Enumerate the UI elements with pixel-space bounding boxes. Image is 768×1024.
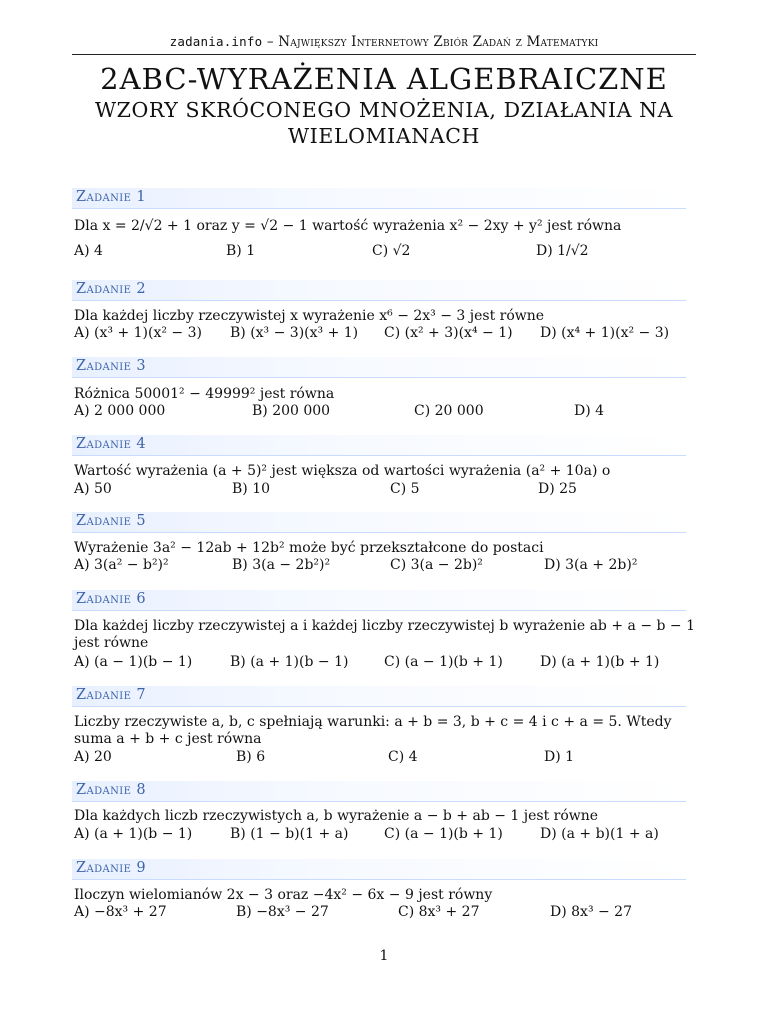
answer-d: D) (x⁴ + 1)(x² − 3) [540, 325, 670, 341]
answer-d: D) 4 [574, 403, 605, 419]
site-name[interactable]: zadania.info [169, 34, 263, 49]
task-label: Zadanie 6 [76, 591, 146, 607]
task-8-answers [74, 826, 700, 844]
task-header-bar [72, 590, 686, 611]
task-label: Zadanie 1 [76, 189, 146, 205]
answer-a: A) 3(a² − b²)² [74, 557, 169, 573]
task-label: Zadanie 8 [76, 782, 146, 798]
task-8-header [72, 781, 686, 801]
task-label: Zadanie 2 [76, 281, 146, 297]
answer-a: A) 50 [74, 481, 112, 497]
answer-a: A) 4 [74, 243, 103, 259]
answer-a: A) 20 [74, 749, 112, 765]
task-6-answers [74, 654, 700, 672]
task-header-bar [72, 435, 686, 456]
task-2-question: Dla każdej liczby rzeczywistej x wyrażenie x⁶ − 2x³ − 3 jest równe [74, 308, 545, 324]
site-header [72, 34, 696, 50]
answer-c: C) 8x³ + 27 [398, 904, 480, 920]
answer-c: C) (a − 1)(b + 1) [384, 654, 503, 670]
task-header-bar [72, 280, 686, 301]
task-6-question: Dla każdej liczby rzeczywistej a i każdej liczby rzeczywistej b wyrażenie ab + a − b − 1 jest równe [74, 618, 696, 651]
task-5-header [72, 512, 686, 532]
answer-b: B) 10 [232, 481, 271, 497]
answer-c: C) 5 [390, 481, 420, 497]
task-label: Zadanie 7 [76, 687, 146, 703]
task-3-answers [74, 403, 700, 421]
answer-c: C) (a − 1)(b + 1) [384, 826, 503, 842]
task-header-bar [72, 781, 686, 802]
answer-b: B) 6 [236, 749, 266, 765]
answer-b: B) 1 [226, 243, 256, 259]
answer-d: D) (a + 1)(b + 1) [540, 654, 660, 670]
answer-c: C) (x² + 3)(x⁴ − 1) [384, 325, 513, 341]
answer-d: D) (a + b)(1 + a) [540, 826, 659, 842]
task-6-header [72, 590, 686, 610]
task-1-header [72, 188, 686, 208]
answer-a: A) −8x³ + 27 [74, 904, 167, 920]
task-label: Zadanie 5 [76, 513, 146, 529]
task-1-answers [74, 243, 700, 261]
answer-a: A) (x³ + 1)(x² − 3) [74, 325, 202, 341]
answer-d: D) 3(a + 2b)² [544, 557, 638, 573]
task-4-question: Wartość wyrażenia (a + 5)² jest większa od wartości wyrażenia (a² + 10a) o [74, 463, 611, 479]
task-7-question: Liczby rzeczywiste a, b, c spełniają warunki: a + b = 3, b + c = 4 i c + a = 5. Wtedy suma a + b + c jest równa [74, 714, 672, 747]
task-header-bar [72, 859, 686, 880]
header-rule [72, 54, 696, 55]
task-4-answers [74, 481, 700, 499]
task-header-bar [72, 686, 686, 707]
task-1-question: Dla x = 2/√2 + 1 oraz y = √2 − 1 wartość wyrażenia x² − 2xy + y² jest równa [74, 218, 622, 234]
task-label: Zadanie 3 [76, 358, 146, 374]
answer-c: C) √2 [372, 243, 411, 259]
task-9-answers [74, 904, 700, 922]
task-5-answers [74, 557, 700, 575]
answer-a: A) 2 000 000 [74, 403, 166, 419]
task-2-answers [74, 325, 700, 343]
answer-b: B) 3(a − 2b²)² [232, 557, 331, 573]
task-3-header [72, 357, 686, 377]
task-label: Zadanie 9 [76, 860, 146, 876]
answer-b: B) 200 000 [252, 403, 331, 419]
task-header-bar [72, 357, 686, 378]
task-8-question: Dla każdych liczb rzeczywistych a, b wyrażenie a − b + ab − 1 jest równe [74, 808, 599, 824]
task-7-header [72, 686, 686, 706]
answer-d: D) 8x³ − 27 [550, 904, 632, 920]
task-9-header [72, 859, 686, 879]
answer-d: D) 1 [544, 749, 575, 765]
answer-c: C) 3(a − 2b)² [390, 557, 483, 573]
answer-c: C) 20 000 [414, 403, 484, 419]
answer-a: A) (a + 1)(b − 1) [74, 826, 193, 842]
task-label: Zadanie 4 [76, 436, 146, 452]
task-7-answers [74, 749, 700, 767]
task-9-question: Iloczyn wielomianów 2x − 3 oraz −4x² − 6x − 9 jest równy [74, 887, 493, 903]
answer-a: A) (a − 1)(b − 1) [74, 654, 193, 670]
answer-b: B) (a + 1)(b − 1) [230, 654, 349, 670]
task-5-question: Wyrażenie 3a² − 12ab + 12b² może być przekształcone do postaci [74, 540, 544, 556]
answer-d: D) 1/√2 [536, 243, 589, 259]
task-header-bar [72, 188, 686, 209]
site-tagline: – Największy Internetowy Zbiór Zadań z Matematyki [266, 34, 599, 50]
page-number: 1 [379, 948, 389, 964]
document-title: 2ABC-WYRAŻENIA ALGEBRAICZNE [100, 62, 668, 96]
task-3-question: Różnica 50001² − 49999² jest równa [74, 386, 335, 402]
document-subtitle: WZORY SKRÓCONEGO MNOŻENIA, DZIAŁANIA NA WIELOMIANACH [94, 98, 674, 148]
task-4-header [72, 435, 686, 455]
task-2-header [72, 280, 686, 300]
answer-d: D) 25 [538, 481, 577, 497]
answer-c: C) 4 [388, 749, 418, 765]
task-header-bar [72, 512, 686, 533]
answer-b: B) (x³ − 3)(x³ + 1) [230, 325, 359, 341]
answer-b: B) (1 − b)(1 + a) [230, 826, 349, 842]
answer-b: B) −8x³ − 27 [236, 904, 329, 920]
